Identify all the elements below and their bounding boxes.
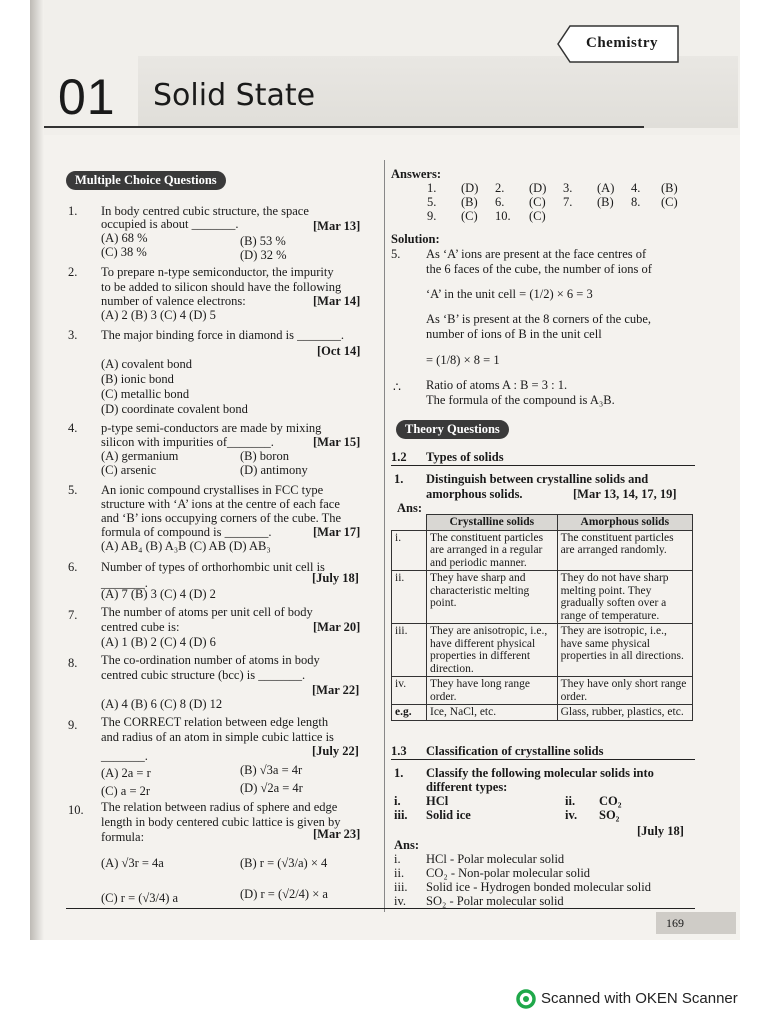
q6-line1: Number of types of orthorhombic unit cell is — [101, 560, 325, 574]
q7-line1: The number of atoms per unit cell of body — [101, 605, 313, 619]
q9-number: 9. — [68, 718, 78, 732]
crystalline-cell: They are anisotropic, i.e., have different physical properties in different direction. — [427, 624, 558, 677]
chapter-divider — [44, 126, 644, 128]
crystalline-cell: They have sharp and characteristic melting point. — [427, 571, 558, 624]
page-number: 169 — [666, 916, 684, 930]
answer-val: (B) — [661, 181, 678, 195]
answer-val: (C) — [661, 195, 678, 209]
q10-opt-b: (B) r = (√3/a) × 4 — [240, 856, 328, 870]
solution-line4: As ‘B’ is present at the 8 corners of the cube, — [426, 312, 652, 326]
amorphous-cell: They are isotropic, i.e., have same physical properties in all directions. — [557, 624, 692, 677]
answer-val: (B) — [461, 195, 478, 209]
answer-num: 6. — [495, 195, 505, 209]
q4-number: 4. — [68, 421, 78, 435]
q10-opt-c: (C) r = (√3/4) a — [101, 891, 179, 905]
q9-tag: [July 22] — [312, 744, 359, 758]
q9-opt-a: (A) 2a = r — [101, 766, 151, 780]
amorphous-cell: The constituent particles are arranged randomly. — [557, 530, 692, 571]
amorphous-cell: They have only short range order. — [557, 677, 692, 705]
section-1-2-number: 1.2 — [391, 450, 407, 464]
answer-num: 5. — [427, 195, 437, 209]
q2-tag: [Mar 14] — [313, 294, 361, 308]
column-divider — [384, 160, 385, 912]
q10-tag: [Mar 23] — [313, 827, 361, 841]
answer-num: 8. — [631, 195, 641, 209]
answer-num: 4. — [631, 181, 641, 195]
table-header-amorphous: Amorphous solids — [557, 515, 692, 531]
q4-line2: silicon with impurities of_______. — [101, 435, 274, 449]
tq1-line1: Distinguish between crystalline solids and — [426, 472, 649, 486]
q7-number: 7. — [68, 608, 78, 622]
q2-line1: To prepare n-type semiconductor, the impurity — [101, 265, 334, 279]
solution-number: 5. — [391, 247, 401, 261]
q4-tag: [Mar 15] — [313, 435, 361, 449]
q3-opt-d: (D) coordinate covalent bond — [101, 402, 248, 416]
q4-opt-a: (A) germanium — [101, 449, 179, 463]
q3-tag: [Oct 14] — [317, 344, 361, 358]
oken-scanner-logo-icon — [516, 989, 536, 1009]
q1-line2: occupied is about _______. — [101, 217, 239, 231]
row-number: e.g. — [392, 705, 427, 721]
answer-val: (D) — [529, 181, 547, 195]
row-number: i. — [392, 530, 427, 571]
q3-opt-c: (C) metallic bond — [101, 387, 190, 401]
q5-options: (A) AB₄ (B) A₃B (C) AB (D) AB₃ — [101, 539, 271, 553]
table-row — [392, 705, 693, 721]
q9-line1: The CORRECT relation between edge length — [101, 715, 329, 729]
mcq-heading: Multiple Choice Questions — [66, 171, 226, 190]
row-number: iv. — [392, 677, 427, 705]
q2-number: 2. — [68, 265, 78, 279]
answer-num: 1. — [427, 181, 437, 195]
q10-number: 10. — [68, 803, 84, 817]
comparison-table — [391, 514, 693, 721]
row-number: iii. — [392, 624, 427, 677]
crystalline-cell: The constituent particles are arranged in a regular and periodic manner. — [427, 530, 558, 571]
tq2-iii-value: Solid ice — [426, 808, 471, 822]
table-header-row — [392, 515, 693, 531]
tq2-iii-label: iii. — [394, 808, 408, 822]
q8-tag: [Mar 22] — [312, 683, 360, 697]
q9-opt-b: (B) √3a = 4r — [240, 763, 303, 777]
q2-line2: to be added to silicon should have the following — [101, 280, 342, 294]
q3-opt-a: (A) covalent bond — [101, 357, 192, 371]
q1-opt-c: (C) 38 % — [101, 245, 147, 259]
q10-opt-a: (A) √3r = 4a — [101, 856, 164, 870]
table-header-crystalline: Crystalline solids — [427, 515, 558, 531]
tq2-ans-label: Ans: — [394, 838, 420, 852]
tq2-ii-value: CO₂ — [599, 794, 622, 808]
answer-val: (D) — [461, 181, 479, 195]
ans-iii-text: Solid ice - Hydrogen bonded molecular solid — [426, 880, 651, 894]
tq1-number: 1. — [394, 472, 404, 486]
q5-tag: [Mar 17] — [313, 525, 361, 539]
q8-options: (A) 4 (B) 6 (C) 8 (D) 12 — [101, 697, 223, 711]
tq2-line2: different types: — [426, 780, 508, 794]
answer-val: (C) — [461, 209, 478, 223]
ans-ii-text: CO₂ - Non-polar molecular solid — [426, 866, 591, 880]
q2-line3: number of valence electrons: — [101, 294, 246, 308]
table-row — [392, 677, 693, 705]
subject-label: Chemistry — [586, 35, 658, 51]
amorphous-cell: Glass, rubber, plastics, etc. — [557, 705, 692, 721]
amorphous-cell: They do not have sharp melting point. They gradually soften over a range of temperature. — [557, 571, 692, 624]
tq2-ii-label: ii. — [565, 794, 576, 808]
answer-val: (C) — [529, 209, 546, 223]
tq2-iv-value: SO₂ — [599, 808, 620, 822]
q3-line1: The major binding force in diamond is _______. — [101, 328, 345, 342]
answer-val: (C) — [529, 195, 546, 209]
q2-options: (A) 2 (B) 3 (C) 4 (D) 5 — [101, 308, 216, 322]
tq1-line2: amorphous solids. — [426, 487, 523, 501]
ans-iv-text: SO₂ - Polar molecular solid — [426, 894, 564, 908]
crystalline-cell: They have long range order. — [427, 677, 558, 705]
tq2-number: 1. — [394, 766, 404, 780]
answer-num: 7. — [563, 195, 573, 209]
tq2-i-value: HCl — [426, 794, 449, 808]
solution-line7: Ratio of atoms A : B = 3 : 1. — [426, 378, 568, 392]
crystalline-cell: Ice, NaCl, etc. — [427, 705, 558, 721]
answer-num: 2. — [495, 181, 505, 195]
answer-num: 9. — [427, 209, 437, 223]
q10-line3: formula: — [101, 830, 145, 844]
page-bottom-rule — [66, 908, 695, 909]
solution-line2: the 6 faces of the cube, the number of ions of — [426, 262, 652, 276]
answer-num: 3. — [563, 181, 573, 195]
chapter-title: Solid State — [153, 78, 316, 113]
page-gutter — [30, 0, 44, 940]
q1-opt-a: (A) 68 % — [101, 231, 148, 245]
q1-opt-d: (D) 32 % — [240, 248, 287, 262]
solution-line8: The formula of the compound is A₃B. — [426, 393, 615, 407]
q10-opt-d: (D) r = (√2/4) × a — [240, 887, 328, 901]
q9-line3: _______. — [101, 749, 148, 763]
q3-opt-b: (B) ionic bond — [101, 372, 174, 386]
therefore-symbol: ∴ — [393, 380, 401, 394]
tq1-ans-label: Ans: — [397, 501, 423, 515]
q4-opt-d: (D) antimony — [240, 463, 308, 477]
tq2-line1: Classify the following molecular solids into — [426, 766, 654, 780]
tq1-tag: [Mar 13, 14, 17, 19] — [573, 487, 677, 501]
q6-tag: [July 18] — [312, 571, 359, 585]
q10-line2: length in body centered cubic lattice is given by — [101, 815, 341, 829]
q1-line1: In body centred cubic structure, the space — [101, 204, 309, 218]
table-row — [392, 624, 693, 677]
q1-number: 1. — [68, 204, 78, 218]
q6-line2: _______. — [101, 576, 148, 590]
section-1-2-title: Types of solids — [426, 450, 504, 464]
solution-line5: number of ions of B in the unit cell — [426, 327, 602, 341]
q4-line1: p-type semi-conductors are made by mixing — [101, 421, 322, 435]
q5-line4: formula of compound is _______. — [101, 525, 272, 539]
answer-val: (A) — [597, 181, 615, 195]
scanner-watermark: Scanned with OKEN Scanner — [541, 990, 738, 1007]
solution-line6: = (1/8) × 8 = 1 — [426, 353, 500, 367]
q1-opt-b: (B) 53 % — [240, 234, 286, 248]
ans-ii-label: ii. — [394, 866, 405, 880]
section-1-3-title: Classification of crystalline solids — [426, 744, 604, 758]
q7-tag: [Mar 20] — [313, 620, 361, 634]
table-header-blank — [392, 515, 427, 531]
q5-line2: structure with ‘A’ ions at the centre of each face — [101, 497, 340, 511]
q8-number: 8. — [68, 656, 78, 670]
q7-options: (A) 1 (B) 2 (C) 4 (D) 6 — [101, 635, 216, 649]
answer-val: (B) — [597, 195, 614, 209]
tq2-iv-label: iv. — [565, 808, 578, 822]
answer-num: 10. — [495, 209, 511, 223]
section-rule — [391, 759, 695, 760]
solution-line3: ‘A’ in the unit cell = (1/2) × 6 = 3 — [426, 287, 593, 301]
q6-number: 6. — [68, 560, 78, 574]
tq2-tag: [July 18] — [637, 824, 684, 838]
q8-line2: centred cubic structure (bcc) is _______. — [101, 668, 306, 682]
table-row — [392, 571, 693, 624]
q9-opt-d: (D) √2a = 4r — [240, 781, 303, 795]
solution-line1: As ‘A’ ions are present at the face centres of — [426, 247, 647, 261]
q4-opt-c: (C) arsenic — [101, 463, 157, 477]
q5-line1: An ionic compound crystallises in FCC type — [101, 483, 324, 497]
section-1-3-number: 1.3 — [391, 744, 407, 758]
row-number: ii. — [392, 571, 427, 624]
q10-line1: The relation between radius of sphere and edge — [101, 800, 338, 814]
q4-opt-b: (B) boron — [240, 449, 289, 463]
q7-line2: centred cube is: — [101, 620, 180, 634]
chapter-number: 01 — [58, 69, 116, 125]
theory-heading: Theory Questions — [396, 420, 509, 439]
q5-line3: and ‘B’ ions occupying corners of the cube. The — [101, 511, 342, 525]
q5-number: 5. — [68, 483, 78, 497]
ans-i-text: HCl - Polar molecular solid — [426, 852, 565, 866]
q6-options: (A) 7 (B) 3 (C) 4 (D) 2 — [101, 587, 216, 601]
table-row — [392, 530, 693, 571]
q3-number: 3. — [68, 328, 78, 342]
q8-line1: The co-ordination number of atoms in body — [101, 653, 320, 667]
q9-opt-c: (C) a = 2r — [101, 784, 151, 798]
q1-tag: [Mar 13] — [313, 219, 361, 233]
section-rule — [391, 465, 695, 466]
tq2-i-label: i. — [394, 794, 401, 808]
ans-iv-label: iv. — [394, 894, 407, 908]
answers-heading: Answers: — [391, 167, 441, 181]
ans-iii-label: iii. — [394, 880, 408, 894]
q9-line2: and radius of an atom in simple cubic lattice is — [101, 730, 334, 744]
solution-heading: Solution: — [391, 232, 440, 246]
ans-i-label: i. — [394, 852, 401, 866]
